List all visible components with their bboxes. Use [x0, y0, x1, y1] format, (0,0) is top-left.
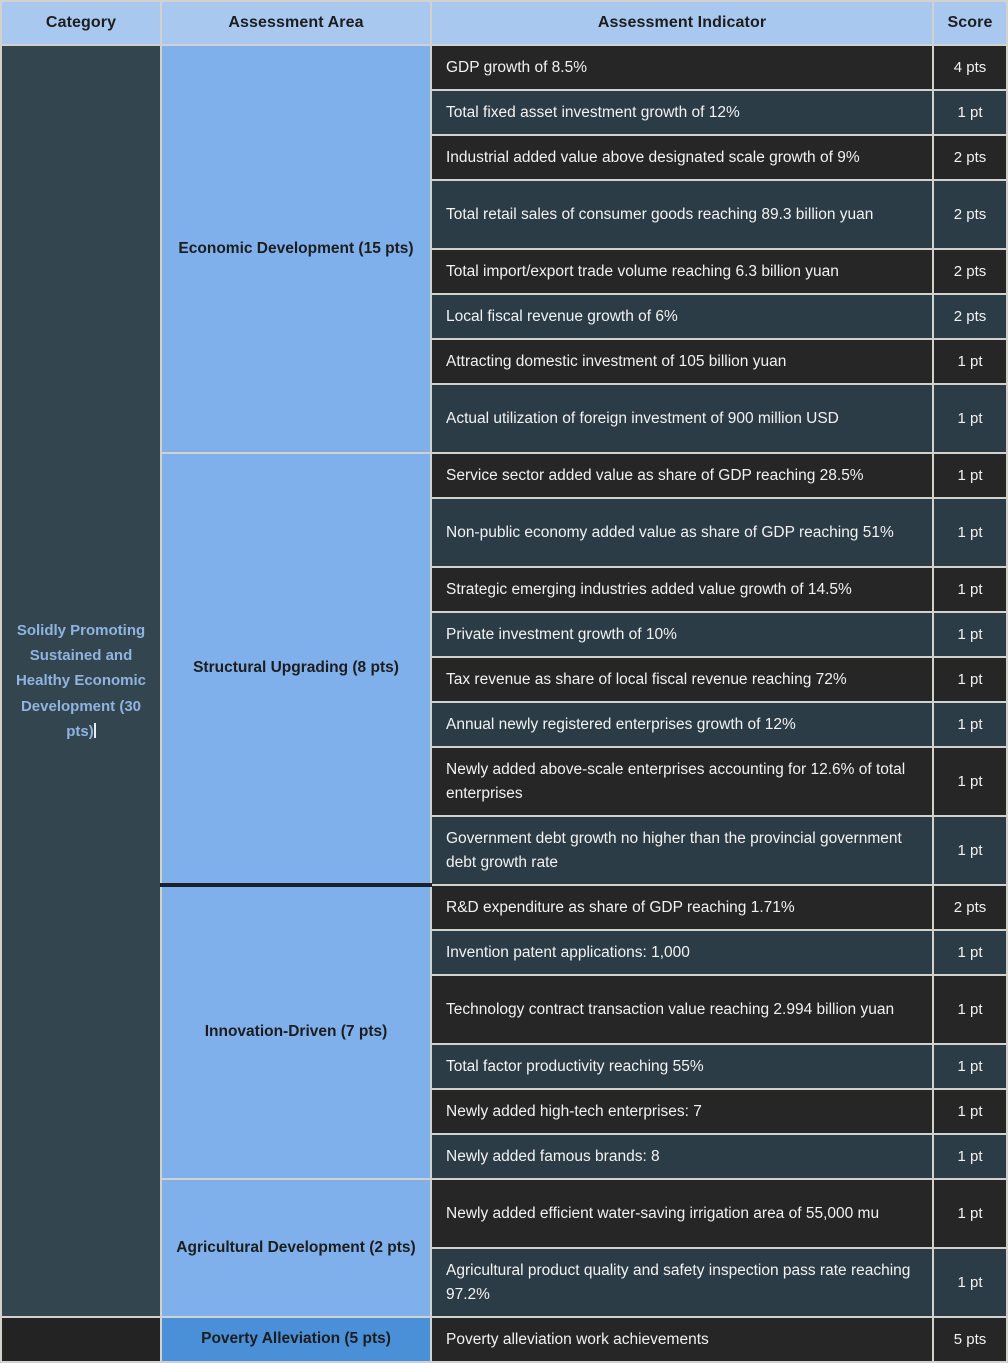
cell-score[interactable]: 1 pt [933, 930, 1007, 975]
cell-assessment-indicator[interactable]: Poverty alleviation work achievements [431, 1317, 933, 1362]
cell-assessment-indicator[interactable]: Newly added famous brands: 8 [431, 1134, 933, 1179]
cell-assessment-indicator[interactable]: Attracting domestic investment of 105 billion yuan [431, 339, 933, 384]
cell-score[interactable]: 5 pts [933, 1317, 1007, 1362]
cell-category-empty[interactable] [1, 1317, 161, 1362]
cell-assessment-area[interactable]: Poverty Alleviation (5 pts) [161, 1317, 431, 1362]
cell-score[interactable]: 1 pt [933, 1134, 1007, 1179]
cell-score[interactable]: 1 pt [933, 1179, 1007, 1248]
cell-assessment-indicator[interactable]: Total factor productivity reaching 55% [431, 1044, 933, 1089]
cell-score[interactable]: 2 pts [933, 885, 1007, 930]
cell-assessment-indicator[interactable]: Invention patent applications: 1,000 [431, 930, 933, 975]
cell-category[interactable]: Solidly Promoting Sustained and Healthy Economic Development (30 pts) [1, 45, 161, 1317]
cell-assessment-indicator[interactable]: Technology contract transaction value reaching 2.994 billion yuan [431, 975, 933, 1044]
cell-score[interactable]: 1 pt [933, 384, 1007, 453]
table-row [1, 45, 1007, 90]
table-row [1, 1317, 1007, 1362]
cell-score[interactable]: 1 pt [933, 1044, 1007, 1089]
column-header-assessment-indicator[interactable]: Assessment Indicator [431, 1, 933, 45]
cell-assessment-indicator[interactable]: Agricultural product quality and safety inspection pass rate reaching 97.2% [431, 1248, 933, 1317]
column-header-category[interactable]: Category [1, 1, 161, 45]
cell-assessment-area[interactable]: Agricultural Development (2 pts) [161, 1179, 431, 1317]
text-cursor-caret [94, 723, 96, 738]
cell-assessment-indicator[interactable]: Strategic emerging industries added value growth of 14.5% [431, 567, 933, 612]
header-row [1, 1, 1007, 45]
cell-score[interactable]: 1 pt [933, 612, 1007, 657]
cell-assessment-indicator[interactable]: Newly added efficient water-saving irrigation area of 55,000 mu [431, 1179, 933, 1248]
cell-score[interactable]: 1 pt [933, 453, 1007, 498]
cell-assessment-area[interactable]: Economic Development (15 pts) [161, 45, 431, 453]
cell-assessment-indicator[interactable]: Newly added above-scale enterprises accounting for 12.6% of total enterprises [431, 747, 933, 816]
column-header-assessment-area[interactable]: Assessment Area [161, 1, 431, 45]
column-header-score[interactable]: Score [933, 1, 1007, 45]
cell-score[interactable]: 1 pt [933, 816, 1007, 885]
cell-assessment-area[interactable]: Innovation-Driven (7 pts) [161, 885, 431, 1179]
cell-assessment-area[interactable]: Structural Upgrading (8 pts) [161, 453, 431, 885]
cell-assessment-indicator[interactable]: Private investment growth of 10% [431, 612, 933, 657]
cell-score[interactable]: 1 pt [933, 1089, 1007, 1134]
cell-score[interactable]: 1 pt [933, 702, 1007, 747]
cell-score[interactable]: 2 pts [933, 249, 1007, 294]
cell-score[interactable]: 1 pt [933, 498, 1007, 567]
cell-score[interactable]: 2 pts [933, 135, 1007, 180]
cell-score[interactable]: 1 pt [933, 657, 1007, 702]
cell-assessment-indicator[interactable]: Total import/export trade volume reaching 6.3 billion yuan [431, 249, 933, 294]
cell-score[interactable]: 1 pt [933, 339, 1007, 384]
cell-score[interactable]: 2 pts [933, 294, 1007, 339]
table-body [1, 45, 1007, 1362]
cell-score[interactable]: 1 pt [933, 747, 1007, 816]
cell-assessment-indicator[interactable]: Total retail sales of consumer goods reaching 89.3 billion yuan [431, 180, 933, 249]
cell-assessment-indicator[interactable]: Non-public economy added value as share of GDP reaching 51% [431, 498, 933, 567]
cell-score[interactable]: 2 pts [933, 180, 1007, 249]
cell-score[interactable]: 4 pts [933, 45, 1007, 90]
cell-assessment-indicator[interactable]: Government debt growth no higher than the provincial government debt growth rate [431, 816, 933, 885]
cell-score[interactable]: 1 pt [933, 1248, 1007, 1317]
cell-assessment-indicator[interactable]: Industrial added value above designated scale growth of 9% [431, 135, 933, 180]
cell-assessment-indicator[interactable]: Tax revenue as share of local fiscal revenue reaching 72% [431, 657, 933, 702]
cell-assessment-indicator[interactable]: Newly added high-tech enterprises: 7 [431, 1089, 933, 1134]
table-header [1, 1, 1007, 45]
cell-assessment-indicator[interactable]: Annual newly registered enterprises growth of 12% [431, 702, 933, 747]
cell-score[interactable]: 1 pt [933, 567, 1007, 612]
cell-score[interactable]: 1 pt [933, 975, 1007, 1044]
cell-score[interactable]: 1 pt [933, 90, 1007, 135]
cell-assessment-indicator[interactable]: Total fixed asset investment growth of 12% [431, 90, 933, 135]
cell-assessment-indicator[interactable]: Service sector added value as share of GDP reaching 28.5% [431, 453, 933, 498]
cell-assessment-indicator[interactable]: Actual utilization of foreign investment of 900 million USD [431, 384, 933, 453]
cell-assessment-indicator[interactable]: GDP growth of 8.5% [431, 45, 933, 90]
cell-assessment-indicator[interactable]: Local fiscal revenue growth of 6% [431, 294, 933, 339]
cell-assessment-indicator[interactable]: R&D expenditure as share of GDP reaching 1.71% [431, 885, 933, 930]
